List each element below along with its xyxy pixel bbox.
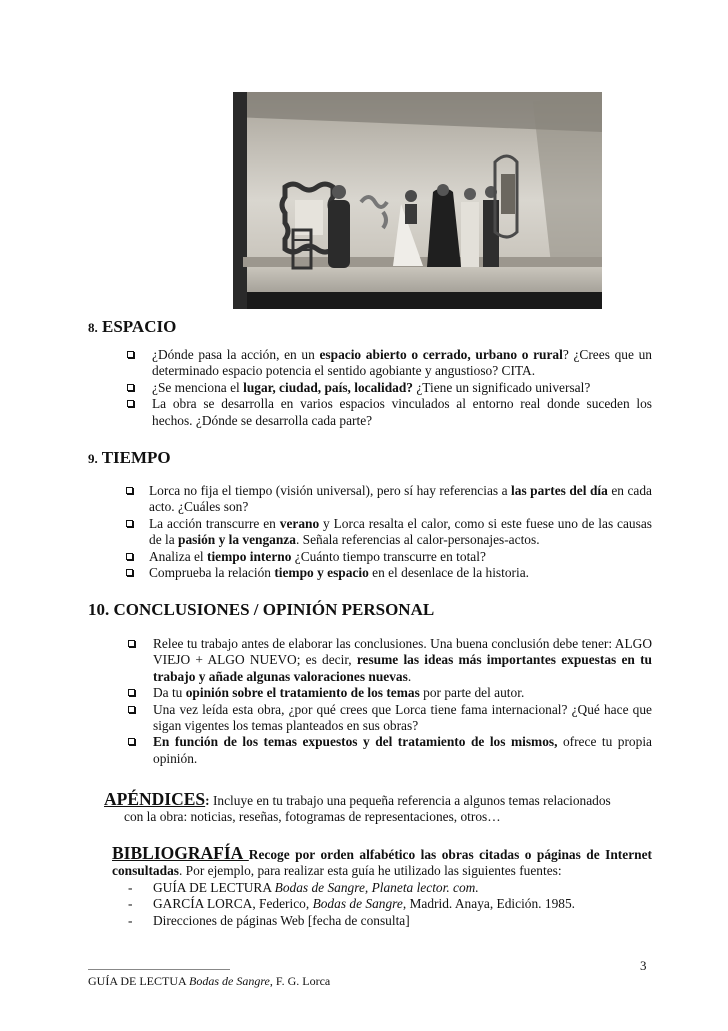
list-item: Comprueba la relación tiempo y espacio en el desenlace de la historia. [149,565,652,581]
conclusiones-list [153,636,652,767]
list-item: La obra se desarrolla en varios espacios vinculados al entorno real donde suceden los hechos. ¿Dónde se desarrolla cada parte? [152,396,652,429]
list-item: Lorca no fija el tiempo (visión universal), pero sí hay referencias a las partes del día en cada acto. ¿Cuáles son? [149,483,652,516]
bibliografia-list [112,880,652,929]
bold-text: verano [279,515,320,531]
list-item: Da tu opinión sobre el tratamiento de los temas por parte del autor. [153,685,652,701]
list-item: Relee tu trabajo antes de elaborar las conclusiones. Una buena conclusión debe tener: ALGO VIEJO + ALGO NUEVO; es decir, resume las ideas más importantes expuestas en tu trabajo y añade algunas valoraciones nuevas. [153,636,652,685]
bold-text: pasión y la venganza [178,532,296,548]
checkbox-bullet-icon [128,640,135,647]
bold-text: tiempo interno [207,548,292,564]
espacio-list [152,347,652,429]
bold-text: resume las ideas más importantes expuestas en tu trabajo y añade algunas valoraciones nuevas [153,652,652,684]
tiempo-list [149,483,652,581]
footer-rule [88,969,230,970]
page-number: 3 [640,958,647,973]
bibliography-entry: - Direcciones de páginas Web [fecha de consulta] [128,913,652,929]
checkbox-bullet-icon [128,738,135,745]
footer-text: GUÍA DE LECTUA Bodas de Sangre, F. G. Lorca [88,974,331,988]
section-title-espacio: 8. ESPACIO [88,317,177,336]
bold-text: En función de los temas expuestos y del tratamiento de los mismos, [153,734,558,750]
bold-text: opinión sobre el tratamiento de los temas [185,685,420,701]
bold-text: espacio abierto o cerrado, urbano o rural [319,347,563,362]
checkbox-bullet-icon [128,689,135,696]
list-item: Analiza el tiempo interno ¿Cuánto tiempo transcurre en total? [149,549,652,565]
checkbox-bullet-icon [127,384,134,391]
section-title-conclusiones: 10. CONCLUSIONES / OPINIÓN PERSONAL [88,600,435,619]
bibliography-entry: - GARCÍA LORCA, Federico, Bodas de Sangre, Madrid. Anaya, Edición. 1985. [128,896,652,912]
bold-text: Recoge por orden alfabético las obras citadas o páginas de Internet consultadas [112,847,652,879]
italic-text: Bodas de Sangre [312,896,403,912]
list-item: La acción transcurre en verano y Lorca resalta el calor, como si este fuese uno de las causas de la pasión y la venganza. Señala referencias al calor-personajes-actos. [149,516,652,549]
checkbox-bullet-icon [127,351,134,358]
list-item: ¿Se menciona el lugar, ciudad, país, localidad? ¿Tiene un significado universal? [152,380,652,396]
checkbox-bullet-icon [127,400,134,407]
stage-photo [233,92,602,309]
italic-text: Bodas de Sangre, Planeta lector. com. [274,879,479,895]
apendices-paragraph: APÉNDICES: Incluye en tu trabajo una pequeña referencia a algunos temas relacionados con la obra: noticias, reseñas, fotogramas de representaciones, otros… [104,789,611,825]
list-item: Una vez leída esta obra, ¿por qué crees que Lorca tiene fama internacional? ¿Qué hace que sigan vigentes los temas planteados en sus obras? [153,702,652,735]
section-title-tiempo: 9. TIEMPO [88,448,171,467]
checkbox-bullet-icon [126,487,133,494]
bibliografia-paragraph: BIBLIOGRAFÍA Recoge por orden alfabético las obras citadas o páginas de Internet consultadas. Por ejemplo, para realizar esta guía he utilizado las siguientes fuentes: - GUÍA DE LECTURA Bodas de Sangre, Planeta lector. com. - GARCÍA LORCA, Federico, Bodas de Sangre, Madrid. Anaya, Edición. 1985. - Direcciones de páginas Web [fecha de consulta] [112,845,652,929]
list-item: ¿Dónde pasa la acción, en un espacio abierto o cerrado, urbano o rural? ¿Crees que un determinado espacio potencia el sentido agobiante y angustioso? CITA. [152,347,652,380]
bold-text: tiempo y espacio [274,565,369,581]
bold-text: las partes del día [511,483,608,498]
checkbox-bullet-icon [126,553,133,560]
checkbox-bullet-icon [126,569,133,576]
checkbox-bullet-icon [126,520,133,527]
bibliography-entry: - GUÍA DE LECTURA Bodas de Sangre, Planeta lector. com. [128,880,652,896]
checkbox-bullet-icon [128,706,135,713]
bold-text: lugar, ciudad, país, localidad? [243,379,414,395]
apendices-heading: APÉNDICES [104,789,206,809]
list-item: En función de los temas expuestos y del tratamiento de los mismos, ofrece tu propia opinión. [153,734,652,767]
bibliografia-heading: BIBLIOGRAFÍA [112,843,249,863]
